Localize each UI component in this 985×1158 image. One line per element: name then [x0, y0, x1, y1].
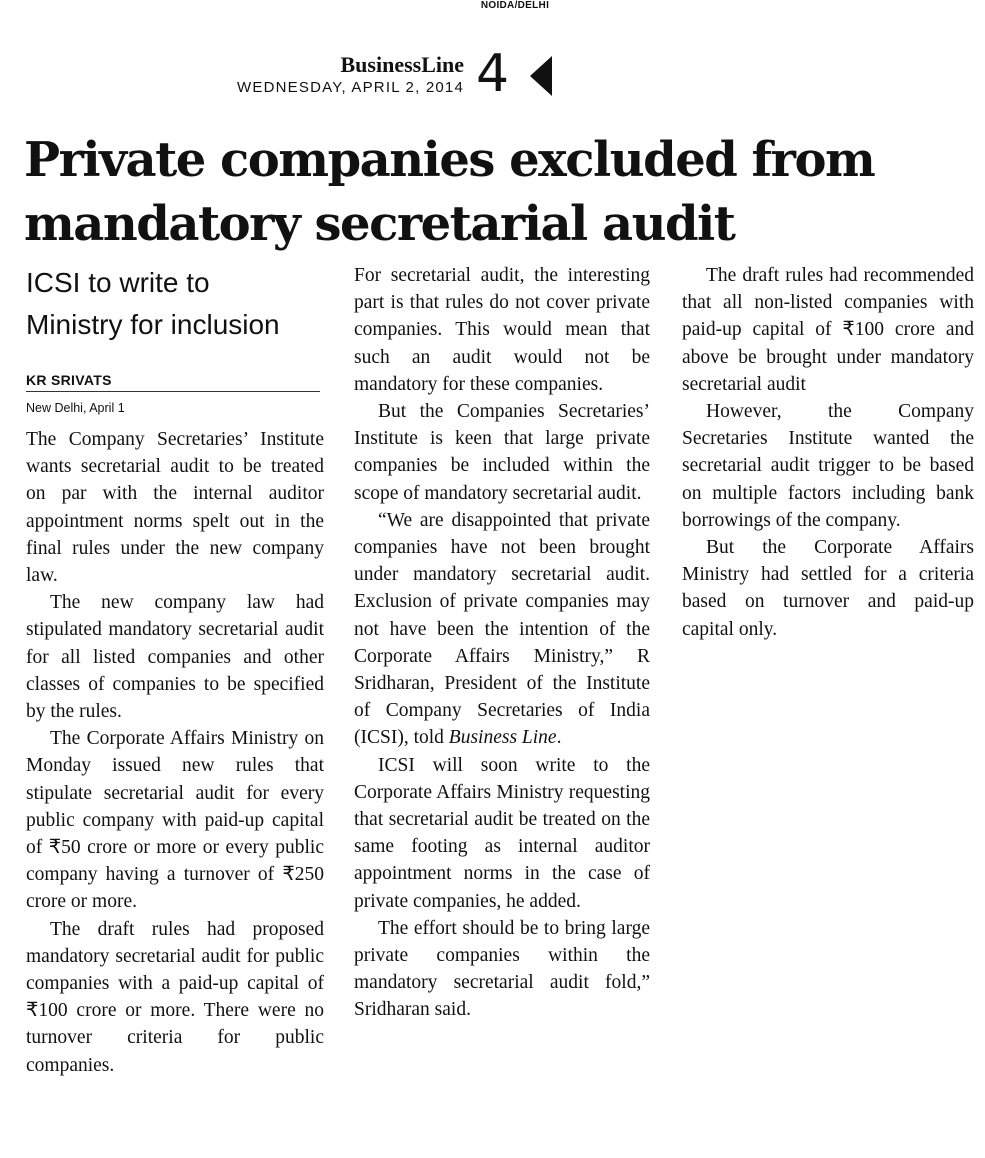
publication-name: BusinessLine: [340, 52, 464, 77]
quote-text: “We are disappointed that private companies have not been brought under mandatory secretarial audit. Exclusion of private companies may not have been the intention of the Corporate Affairs Ministry,” R Sridharan, President of the Institute of Company Secretaries of India (ICSI), told: [354, 509, 650, 749]
dateline: New Delhi, April 1: [26, 401, 125, 415]
masthead: [180, 52, 464, 98]
byline: KR SRIVATS: [26, 372, 320, 392]
headline-line-1: Private companies excluded from: [24, 132, 875, 188]
paragraph: But the Companies Secretaries’ Institute is keen that large private companies be included within the scope of mandatory secretarial audit.: [354, 401, 650, 504]
paragraph: The draft rules had proposed mandatory secretarial audit for public companies with a paid-up capital of ₹100 crore or more. There were no turnover criteria for public companies.: [26, 918, 324, 1076]
headline-line-2: mandatory secretarial audit: [24, 196, 735, 252]
paragraph: ICSI will soon write to the Corporate Affairs Ministry requesting that secretarial audit be treated on the same footing as internal auditor appointment norms in the case of private companies, he added.: [354, 754, 650, 912]
paragraph: The draft rules had recommended that all non-listed companies with paid-up capital of ₹100 crore and above be brought under mandatory secretarial audit: [682, 265, 974, 395]
subhead-line-2: Ministry for inclusion: [26, 309, 280, 340]
page-number: 4: [476, 44, 510, 104]
paragraph: The effort should be to bring large private companies within the mandatory secretarial audit fold,” Sridharan said.: [354, 917, 650, 1021]
publication-mention: Business Line: [448, 727, 557, 749]
paragraph: The Corporate Affairs Ministry on Monday issued new rules that stipulate secretarial audit for every public company with paid-up capital of ₹50 crore or more or every public company having a turnover of ₹250 crore or more.: [26, 728, 324, 913]
edition-label: NOIDA/DELHI: [480, 0, 550, 11]
subhead-line-1: ICSI to write to: [26, 267, 210, 298]
quote-end: .: [556, 727, 562, 749]
left-arrow-icon: [530, 56, 552, 96]
paragraph: But the Corporate Affairs Ministry had settled for a criteria based on turnover and paid-up capital only.: [682, 537, 974, 640]
paragraph: For secretarial audit, the interesting part is that rules do not cover private companies. This would mean that such an audit would not be mandatory for these companies.: [354, 265, 650, 395]
article-column-3: [682, 262, 974, 643]
article-column-1: [26, 426, 324, 1079]
article-column-2: [354, 262, 650, 1024]
paragraph: The Company Secretaries’ Institute wants secretarial audit to be treated on par with the internal auditor appointment norms spelt out in the final rules under the new company law.: [26, 429, 324, 587]
paragraph: However, the Company Secretaries Institute wanted the secretarial audit trigger to be based on multiple factors including bank borrowings of the company.: [682, 401, 974, 531]
headline: [24, 128, 964, 256]
subheadline: [26, 262, 326, 346]
publication-date: WEDNESDAY, APRIL 2, 2014: [237, 79, 464, 96]
quote-paragraph: [354, 507, 650, 752]
paragraph: The new company law had stipulated mandatory secretarial audit for all listed companies and other classes of companies to be specified by the rules.: [26, 592, 324, 723]
